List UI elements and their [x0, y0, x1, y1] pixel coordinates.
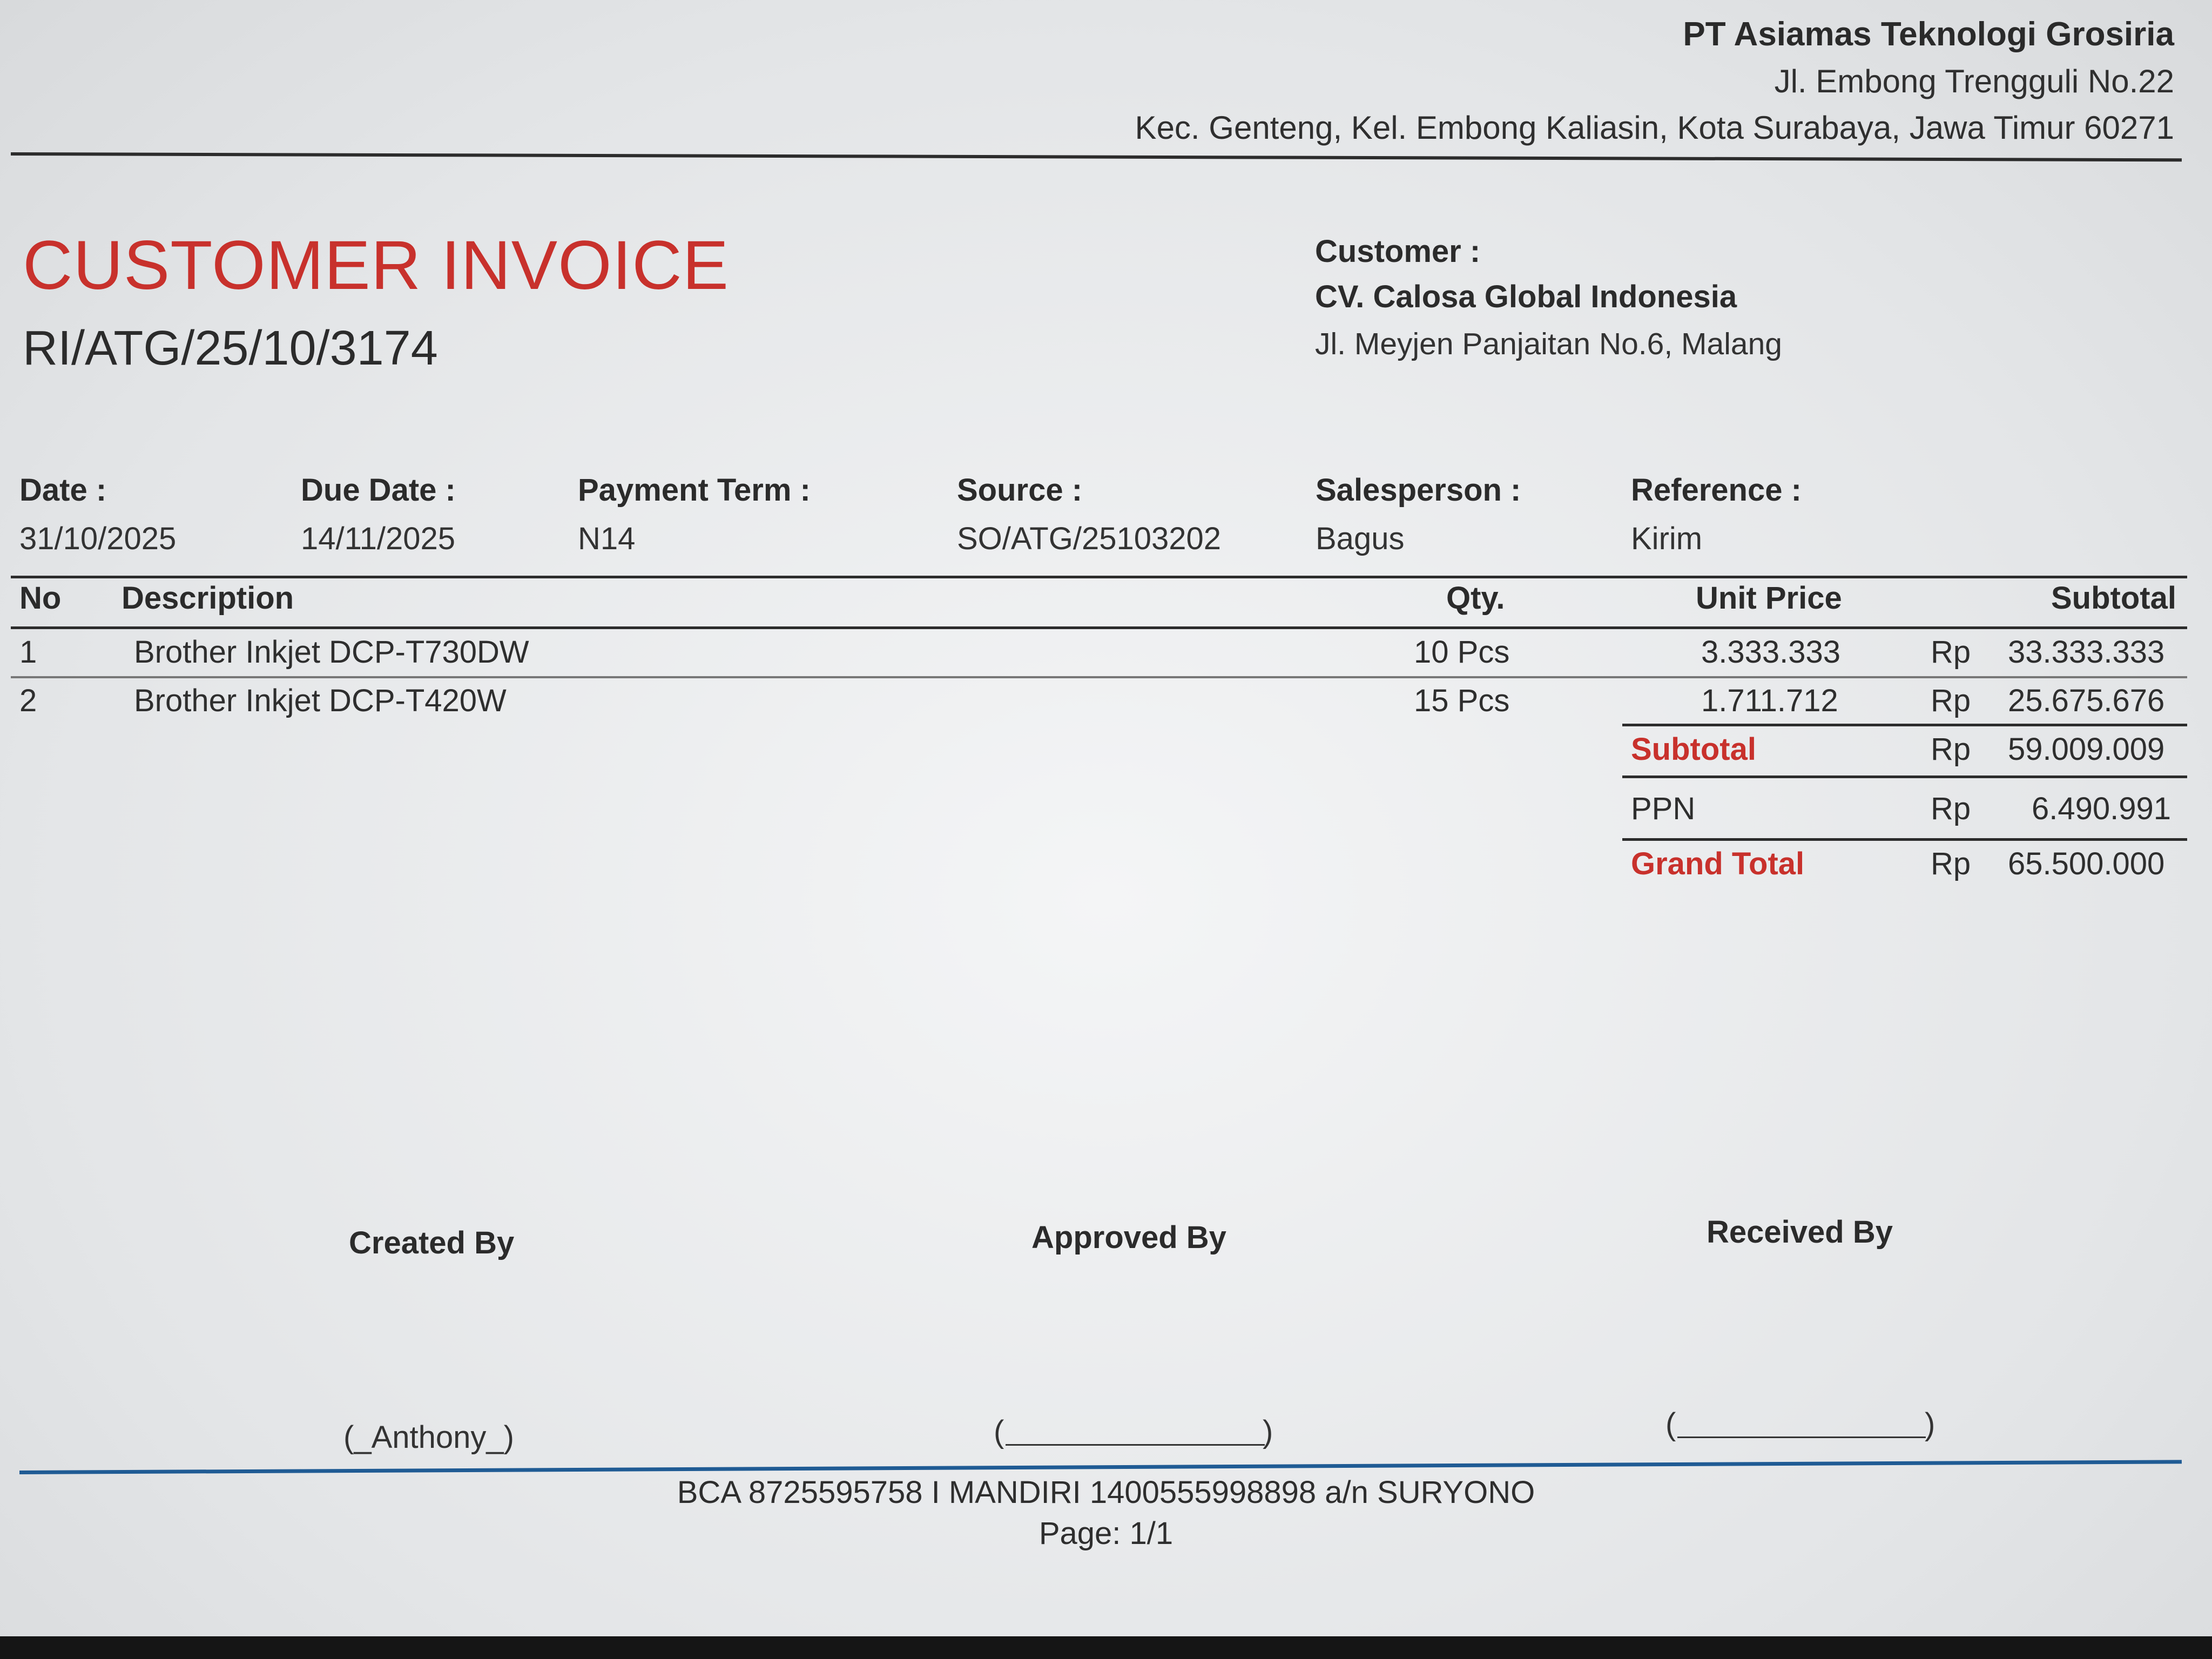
company-address-line2: Kec. Genteng, Kel. Embong Kaliasin, Kota Surabaya, Jawa Timur 60271 — [1135, 110, 2174, 146]
approved-by-signature-line — [1006, 1444, 1265, 1446]
page-number: Page: 1/1 — [1038, 1516, 1174, 1551]
received-by-open: ( — [1665, 1407, 1676, 1442]
customer-label: Customer : — [1315, 234, 1481, 269]
table-header-rule — [11, 626, 2187, 629]
grand-total-currency: Rp — [1931, 846, 1971, 881]
customer-block — [1315, 229, 1782, 368]
row-currency: Rp — [1931, 635, 1971, 670]
col-header-unit-price: Unit Price — [1696, 581, 1842, 616]
footer-divider — [19, 1460, 2182, 1474]
meta-label: Source : — [957, 473, 1083, 508]
subtotal-currency: Rp — [1931, 732, 1971, 767]
meta-value: N14 — [578, 521, 636, 556]
tax-currency: Rp — [1931, 791, 1971, 826]
invoice-number: RI/ATG/25/10/3174 — [23, 321, 438, 375]
company-name: PT Asiamas Teknologi Grosiria — [1683, 16, 2174, 53]
totals-top-rule — [1622, 724, 2187, 726]
company-address-line1: Jl. Embong Trengguli No.22 — [1774, 63, 2174, 99]
meta-value: 31/10/2025 — [19, 521, 177, 556]
subtotal-label: Subtotal — [1631, 732, 1756, 767]
approved-by-label: Approved By — [1031, 1220, 1226, 1255]
row-currency: Rp — [1931, 683, 1971, 718]
row-description: Brother Inkjet DCP-T730DW — [134, 635, 529, 670]
approved-by-open: ( — [994, 1414, 1004, 1449]
bank-info: BCA 8725595758 I MANDIRI 1400555998898 a/n SURYONO — [677, 1475, 1535, 1510]
row-unit-price: 1.711.712 — [1701, 683, 1838, 718]
company-header — [1135, 11, 2174, 151]
col-header-qty: Qty. — [1446, 581, 1505, 616]
col-header-subtotal: Subtotal — [2051, 581, 2176, 616]
created-by-label: Created By — [349, 1225, 515, 1260]
meta-reference — [1631, 469, 1802, 566]
tax-value: 6.490.991 — [2032, 791, 2171, 826]
meta-label: Date : — [19, 473, 107, 508]
received-by-signature-line — [1677, 1437, 1926, 1438]
header-divider — [11, 152, 2182, 161]
meta-label: Reference : — [1631, 473, 1802, 508]
tax-label: PPN — [1631, 791, 1696, 826]
meta-label: Salesperson : — [1316, 473, 1521, 508]
meta-payment-term — [578, 469, 811, 566]
meta-label: Payment Term : — [578, 473, 811, 508]
row-unit-price: 3.333.333 — [1701, 635, 1841, 670]
row-subtotal: 33.333.333 — [2008, 635, 2165, 670]
row-divider — [11, 676, 2187, 678]
meta-value: 14/11/2025 — [301, 521, 455, 556]
row-no: 2 — [19, 683, 37, 718]
subtotal-rule — [1622, 775, 2187, 778]
created-by-name: (_Anthony_) — [343, 1420, 514, 1455]
subtotal-value: 59.009.009 — [2008, 732, 2165, 767]
grand-total-label: Grand Total — [1631, 846, 1805, 881]
meta-value: SO/ATG/25103202 — [957, 521, 1222, 556]
row-qty: 10 Pcs — [1414, 635, 1510, 670]
grand-total-value: 65.500.000 — [2008, 846, 2165, 881]
received-by-label: Received By — [1707, 1215, 1893, 1250]
meta-salesperson — [1316, 469, 1521, 566]
meta-due-date — [301, 469, 456, 566]
col-header-no: No — [19, 581, 62, 616]
customer-name: CV. Calosa Global Indonesia — [1315, 279, 1737, 314]
meta-source — [957, 469, 1221, 566]
row-subtotal: 25.675.676 — [2008, 683, 2165, 718]
meta-label: Due Date : — [301, 473, 456, 508]
received-by-close: ) — [1925, 1407, 1936, 1442]
col-header-description: Description — [122, 581, 294, 616]
approved-by-close: ) — [1263, 1414, 1273, 1449]
row-no: 1 — [19, 635, 37, 670]
table-top-rule — [11, 576, 2187, 578]
row-description: Brother Inkjet DCP-T420W — [134, 683, 507, 718]
tax-rule — [1622, 838, 2187, 841]
screen-bottom-bezel — [0, 1636, 2212, 1659]
document-title: CUSTOMER INVOICE — [23, 227, 729, 304]
meta-value: Bagus — [1316, 521, 1405, 556]
meta-date — [19, 469, 176, 566]
row-qty: 15 Pcs — [1414, 683, 1510, 718]
customer-address: Jl. Meyjen Panjaitan No.6, Malang — [1315, 327, 1782, 361]
meta-value: Kirim — [1631, 521, 1703, 556]
